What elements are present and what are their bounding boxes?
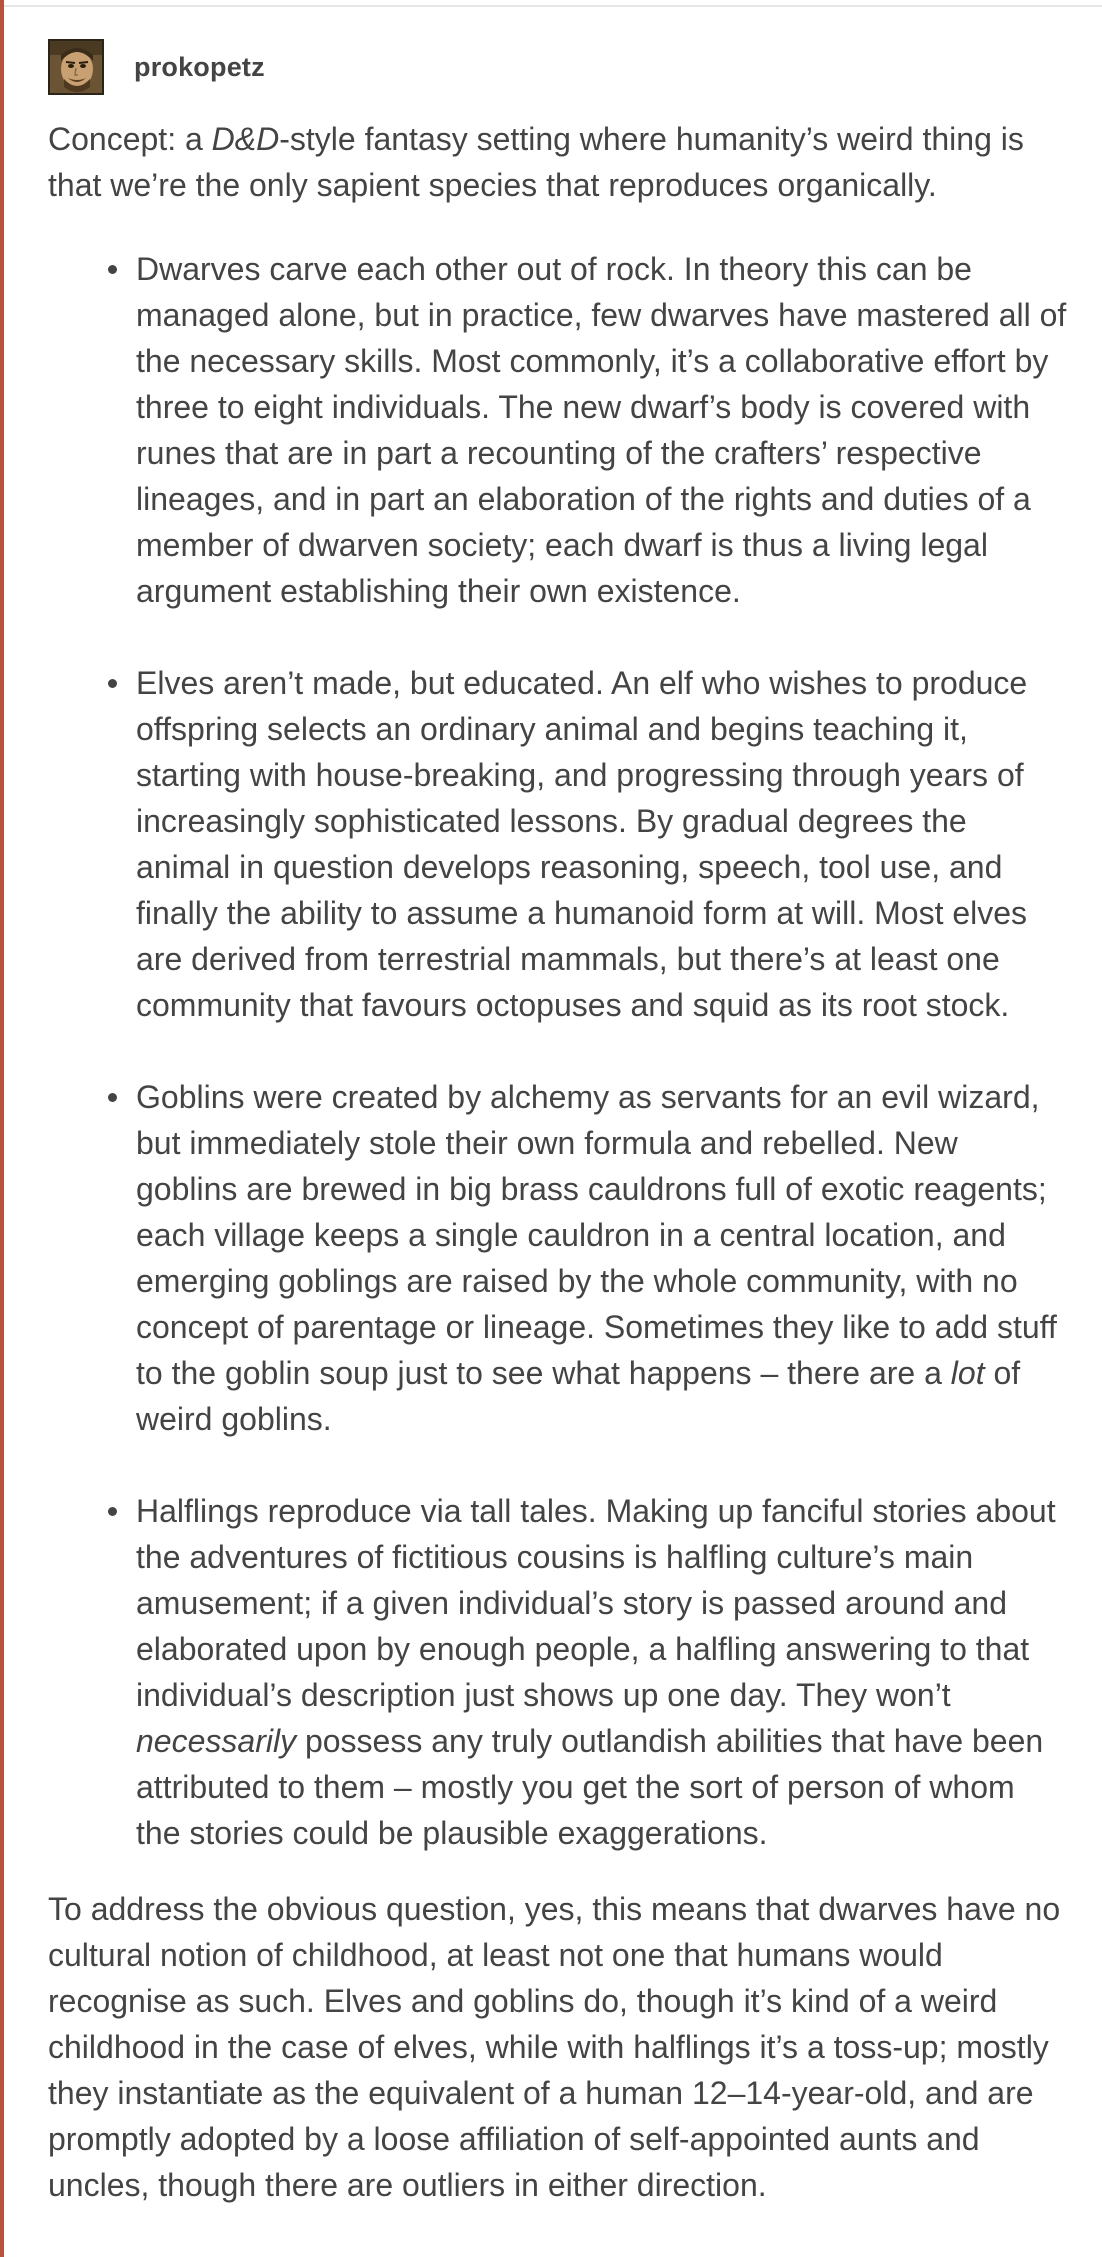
list-item-text-before: Halflings reproduce via tall tales. Making up fanciful stories about the adventures of fictitious cousins is halfling culture’s main amusement; if a given individual’s story is passed around and elaborated upon by enough people, a halfling answering to that individual’s description just shows up one day. They won’t — [136, 1493, 1056, 1713]
post-intro-paragraph — [48, 116, 1068, 208]
post-left-border — [0, 0, 4, 2257]
bullet-marker — [108, 265, 117, 274]
list-item-goblins — [136, 1074, 1068, 1442]
list-item-text-emphasis: lot — [950, 1355, 985, 1391]
list-item-dwarves — [136, 246, 1068, 614]
post-header — [48, 38, 1068, 96]
list-item-text-emphasis: necessarily — [136, 1723, 297, 1759]
list-item-elves — [136, 660, 1068, 1028]
list-item-halflings — [136, 1488, 1068, 1856]
post-outro-paragraph: To address the obvious question, yes, this means that dwarves have no cultural notion of childhood, at least not one that humans would recognise as such. Elves and goblins do, though it’s kind of a weird childhood in the case of elves, while with halflings it’s a toss-up; mostly they instantiate as the equivalent of a human 12–14-year-old, and are promptly adopted by a loose affiliation of self-appointed aunts and uncles, though there are outliers in either direction. — [48, 1891, 1061, 2203]
bullet-marker — [108, 679, 117, 688]
post-top-divider — [4, 5, 1102, 7]
list-item-text: Dwarves carve each other out of rock. In theory this can be managed alone, but in practice, few dwarves have mastered all of the necessary skills. Most commonly, it’s a collaborative effort by three to eight individuals. The new dwarf’s body is covered with runes that are in part a recounting of the crafters’ respective lineages, and in part an elaboration of the rights and duties of a member of dwarven society; each dwarf is thus a living legal argument establishing their own existence. — [136, 251, 1067, 609]
list-item-text-after: of weird goblins. — [136, 1355, 1021, 1437]
species-list — [48, 246, 1068, 1856]
intro-text-before: Concept: a — [48, 121, 212, 157]
portrait-avatar-icon[interactable] — [48, 39, 104, 95]
list-item-text: Elves aren’t made, but educated. An elf who wishes to produce offspring selects an ordinary animal and begins teaching it, starting with house-breaking, and progressing through years of increasingly sophisticated lessons. By gradual degrees the animal in question develops reasoning, speech, tool use, and finally the ability to assume a humanoid form at will. Most elves are derived from terrestrial mammals, but there’s at least one community that favours octopuses and squid as its root stock. — [136, 665, 1028, 1023]
bullet-marker — [108, 1507, 117, 1516]
bullet-marker — [108, 1093, 117, 1102]
intro-text-emphasis: D&D — [211, 121, 280, 157]
list-item-text-before: Goblins were created by alchemy as servants for an evil wizard, but immediately stole their own formula and rebelled. New goblins are brewed in big brass cauldrons full of exotic reagents; each village keeps a single cauldron in a central location, and emerging goblings are raised by the whole community, with no concept of parentage or lineage. Sometimes they like to add stuff to the goblin soup just to see what happens – there are a — [136, 1079, 1057, 1391]
post — [48, 38, 1068, 2208]
list-item-text-after: possess any truly outlandish abilities that have been attributed to them – mostly you get the sort of person of whom the stories could be plausible exaggerations. — [136, 1723, 1044, 1851]
intro-text-after: -style fantasy setting where humanity’s weird thing is that we’re the only sapient species that reproduces organically. — [48, 121, 1024, 203]
post-author-username[interactable]: prokopetz — [134, 51, 265, 82]
